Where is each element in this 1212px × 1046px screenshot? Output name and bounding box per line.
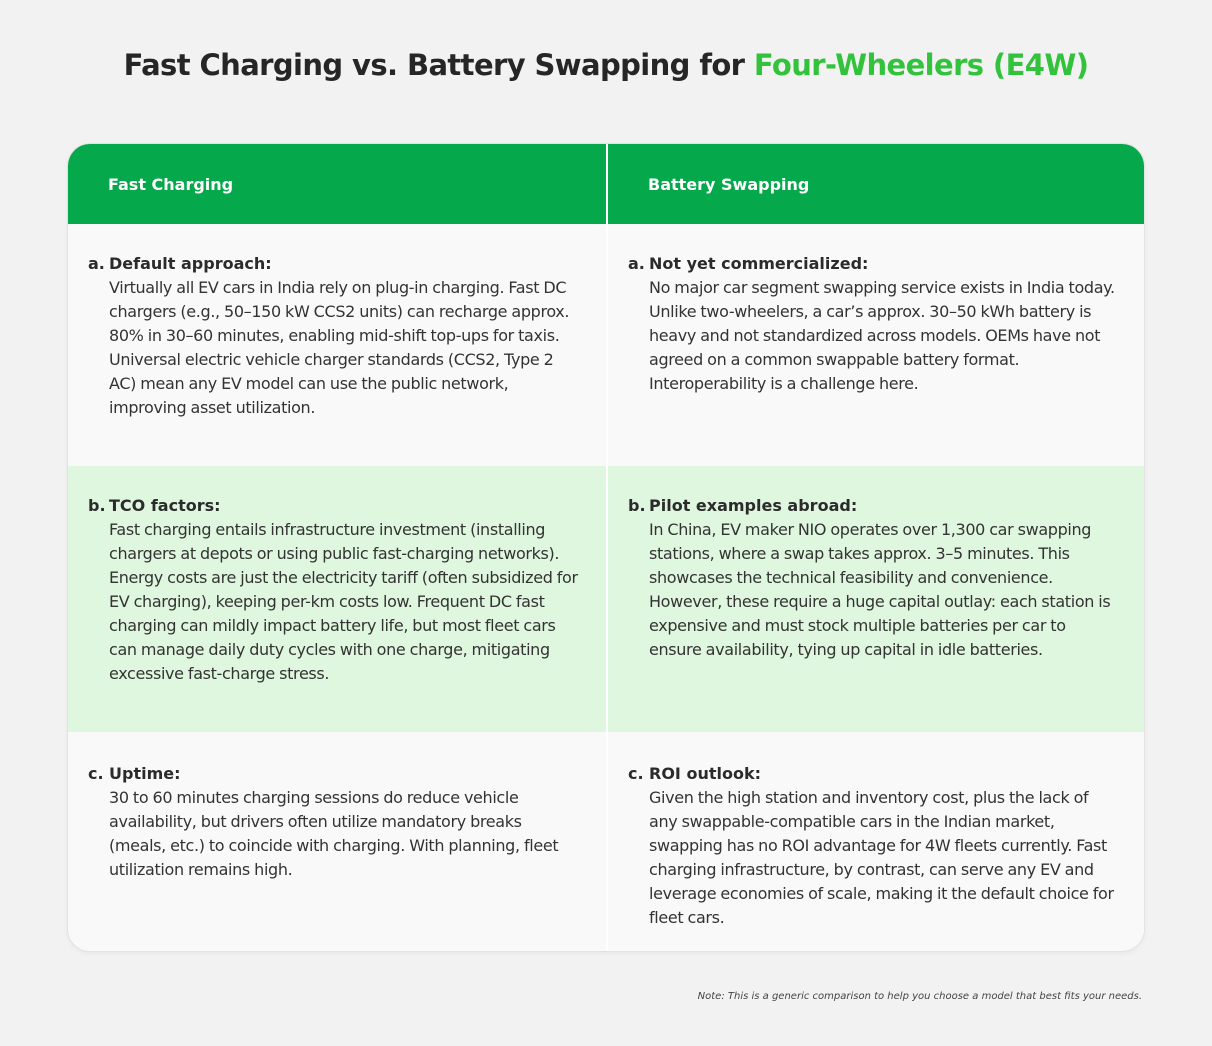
item-letter: c. xyxy=(88,764,104,783)
item-text: In China, EV maker NIO operates over 1,300 car swapping stations, where a swap takes approx. 3–5 minutes. This showcases the technical feasibility and convenience. However, these require a huge capital outlay: each station is expensive and must stock multiple batteries per car to ensure availability, tying up capital in idle batteries. xyxy=(649,520,1111,659)
item-letter: b. xyxy=(628,496,646,515)
title-accent: Four-Wheelers (E4W) xyxy=(753,48,1089,82)
list-item xyxy=(88,494,582,686)
table-cell xyxy=(68,732,606,951)
table-cell xyxy=(606,466,1144,732)
item-heading: TCO factors: xyxy=(109,496,221,515)
table-cell xyxy=(68,224,606,466)
list-item xyxy=(628,494,1120,662)
table-cell xyxy=(606,224,1144,466)
item-heading: ROI outlook: xyxy=(649,764,761,783)
item-letter: b. xyxy=(88,496,106,515)
item-text: Virtually all EV cars in India rely on plug-in charging. Fast DC chargers (e.g., 50–150 kW CCS2 units) can recharge approx. 80% in 30–60 minutes, enabling mid-shift top-ups for taxis. Universal electric vehicle charger standards (CCS2, Type 2 AC) mean any EV model can use the public network, improving asset utilization. xyxy=(109,278,570,417)
item-letter: a. xyxy=(88,254,105,273)
table-row xyxy=(68,466,1144,732)
list-item xyxy=(628,252,1120,396)
item-text: Given the high station and inventory cost, plus the lack of any swappable-compatible cars in the Indian market, swapping has no ROI advantage for 4W fleets currently. Fast charging infrastructure, by contrast, can serve any EV and leverage economies of scale, making it the default choice for fleet cars. xyxy=(649,788,1114,927)
table-header-row xyxy=(68,144,1144,224)
column-header-fast-charging xyxy=(68,144,606,224)
item-letter: c. xyxy=(628,764,644,783)
item-heading: Default approach: xyxy=(109,254,272,273)
item-heading: Uptime: xyxy=(109,764,181,783)
column-header-label: Battery Swapping xyxy=(648,174,810,194)
list-item xyxy=(628,762,1120,930)
item-letter: a. xyxy=(628,254,645,273)
column-header-battery-swapping xyxy=(606,144,1144,224)
comparison-table xyxy=(68,144,1144,951)
item-heading: Not yet commercialized: xyxy=(649,254,869,273)
table-cell xyxy=(68,466,606,732)
item-text: No major car segment swapping service exists in India today. Unlike two-wheelers, a car’s approx. 30–50 kWh battery is heavy and not standardized across models. OEMs have not agreed on a common swappable battery format. Interoperability is a challenge here. xyxy=(649,278,1115,393)
table-row xyxy=(68,732,1144,951)
list-item xyxy=(88,252,582,420)
item-heading: Pilot examples abroad: xyxy=(649,496,858,515)
title-main: Fast Charging vs. Battery Swapping for xyxy=(123,48,754,82)
item-text: Fast charging entails infrastructure investment (installing chargers at depots or using public fast-charging networks). Energy costs are just the electricity tariff (often subsidized for EV charging), keeping per-km costs low. Frequent DC fast charging can mildly impact battery life, but most fleet cars can manage daily duty cycles with one charge, mitigating excessive fast-charge stress. xyxy=(109,520,578,683)
column-header-label: Fast Charging xyxy=(108,174,234,194)
page-title xyxy=(0,48,1212,82)
item-text: 30 to 60 minutes charging sessions do reduce vehicle availability, but drivers often utilize mandatory breaks (meals, etc.) to coincide with charging. With planning, fleet utilization remains high. xyxy=(109,788,559,879)
table-cell xyxy=(606,732,1144,951)
list-item xyxy=(88,762,582,882)
footnote: Note: This is a generic comparison to help you choose a model that best fits your needs. xyxy=(697,991,1142,1002)
table-row xyxy=(68,224,1144,466)
